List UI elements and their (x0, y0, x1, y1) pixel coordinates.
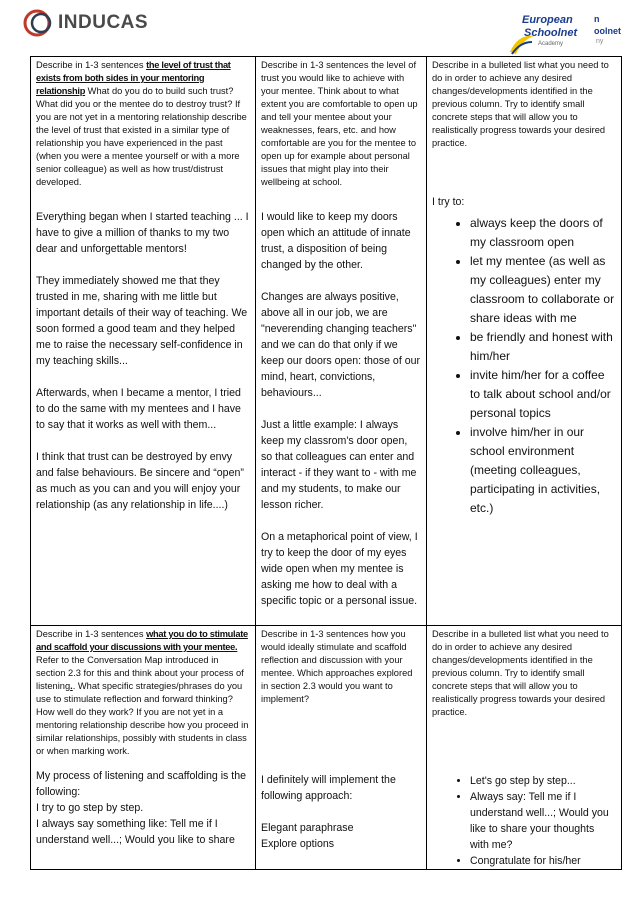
trust-current-cell (31, 57, 256, 626)
european-schoolnet-logo (508, 10, 621, 56)
steps-intro: I try to: (432, 196, 465, 208)
logo-line-academy: Academy (538, 41, 564, 47)
list-item: • involve him/her in our school environment (meeting colleagues, participating in activities, etc.) (470, 423, 616, 518)
list-item: • invite him/her for a coffee to talk about school and/or personal topics (470, 366, 616, 423)
inducas-logo-text: INDUCAS (58, 12, 149, 33)
reflection-table (30, 56, 622, 870)
logo-line-schoolnet: Schoolnet (524, 27, 578, 39)
table-row (31, 57, 622, 626)
cell-prompt: Describe in a bulleted list what you need to do in order to achieve any desired changes/developments identified in the previous column. Try to identify small concrete steps that will allow you to realistically progress towards your desired practice. (432, 60, 609, 148)
table-row (31, 626, 622, 870)
scaffold-current-cell (31, 626, 256, 870)
list-item: • Always say: Tell me if I understand well...; Would you like to share your thoughts with me? (470, 789, 616, 853)
cell-answer: I would like to keep my doors open which an attitude of innate trust, a disposition of being changed by the other. Changes are always positive, above all in our job, we are "neverending changing teachers" and we can do that only if we keep our doors open: those of our mind, heart, convictions, behaviours... Just a little example: I always keep my classrom's door open, so that colleagues can enter and interact - if they want to - with me and my students, to make our lesson richer. On a metaphorical point of view, I try to keep the door of my eyes wide open when my mentee is asking me how to deal with a specific topic or a personal issue. (261, 211, 421, 607)
list-item: • always keep the doors of my classroom open (470, 214, 616, 252)
trust-steps-cell (427, 57, 622, 626)
list-item: • be friendly and honest with him/her (470, 328, 616, 366)
list-item: • let my mentee (as well as my colleagues) enter my classroom to collaborate or share ideas with me (470, 252, 616, 328)
scaffold-steps-cell (427, 626, 622, 870)
inducas-logo-mark (22, 8, 56, 38)
logo-cut-3: ny (596, 38, 604, 45)
cell-prompt: Describe in 1-3 sentences the level of trust that exists from both sides in your mentoring relationship What do you do to build such trust? What did you or the mentee do to destroy trust? If you are not yet in a mentoring relationship describe the level of trust that existed in a similar type of relationship you have experienced in the past (when you were a mentee yourself or with a more senior colleague) as well as how trust/distrust developed. (36, 60, 247, 187)
trust-desired-cell (256, 57, 427, 626)
cell-prompt: Describe in 1-3 sentences the level of trust you would like to achieve with your mentee. Think about to what extent you are comfortable to open up and tell your mentee about your weaknesses, fears, etc. and how comfortable are you for the mentee to open up for example about personal issues that might play into their wellbeing at school. (261, 60, 418, 187)
steps-list (432, 214, 616, 518)
inducas-logo (22, 8, 172, 38)
scaffold-desired-cell (256, 626, 427, 870)
cell-prompt: Describe in a bulleted list what you need to do in order to achieve any desired changes/developments identified in the previous column. Try to identify small concrete steps that will allow you to realistically progress towards your desired practice. (432, 629, 609, 717)
list-item: • Let's go step by step... (470, 773, 616, 789)
list-item: • Congratulate for his/her (470, 853, 616, 869)
page-header (0, 0, 638, 50)
logo-cut-1: n (594, 14, 600, 24)
steps-list (432, 773, 616, 869)
logo-cut-2: oolnet (594, 26, 621, 36)
cell-answer: Everything began when I started teaching ... I have to give a million of thanks to my two dear and unforgettable mentors! They immediately showed me that they trusted in me, sharing with me little but important details of their way of teaching. We soon formed a good team and they helped me to raise the necessary self-confidence in my teaching skills... Afterwards, when I became a mentor, I tried to do the same with my mentees and I have to say that it works as well with them... I think that trust can be destroyed by envy and false behaviours. Be sincere and “open” as much as you can and you will enjoy your relationship (as any relationship in life....) (36, 211, 249, 511)
cell-answer: I definitely will implement the following approach: Elegant paraphrase Explore options (261, 774, 396, 850)
cell-prompt: Describe in 1-3 sentences what you do to stimulate and scaffold your discussions with your mentee. Refer to the Conversation Map introduced in section 2.3 for this and think about your process of listening.. What specific strategies/phrases do you use to stimulate reflection and forward thinking? How well do they work? If you are not yet in a mentoring relationship describe how you proceed in similar relationships, possibly with students in class or when marking work. (36, 629, 249, 756)
cell-answer: My process of listening and scaffolding is the following: I try to go step by step. I always say something like: Tell me if I understand well...; Would you like to share (36, 770, 247, 846)
logo-line-european: European (522, 14, 573, 26)
cell-prompt: Describe in 1-3 sentences how you would ideally stimulate and scaffold reflection and discussion with your mentee. Which approaches explored in section 2.3 would you want to implement? (261, 629, 413, 704)
